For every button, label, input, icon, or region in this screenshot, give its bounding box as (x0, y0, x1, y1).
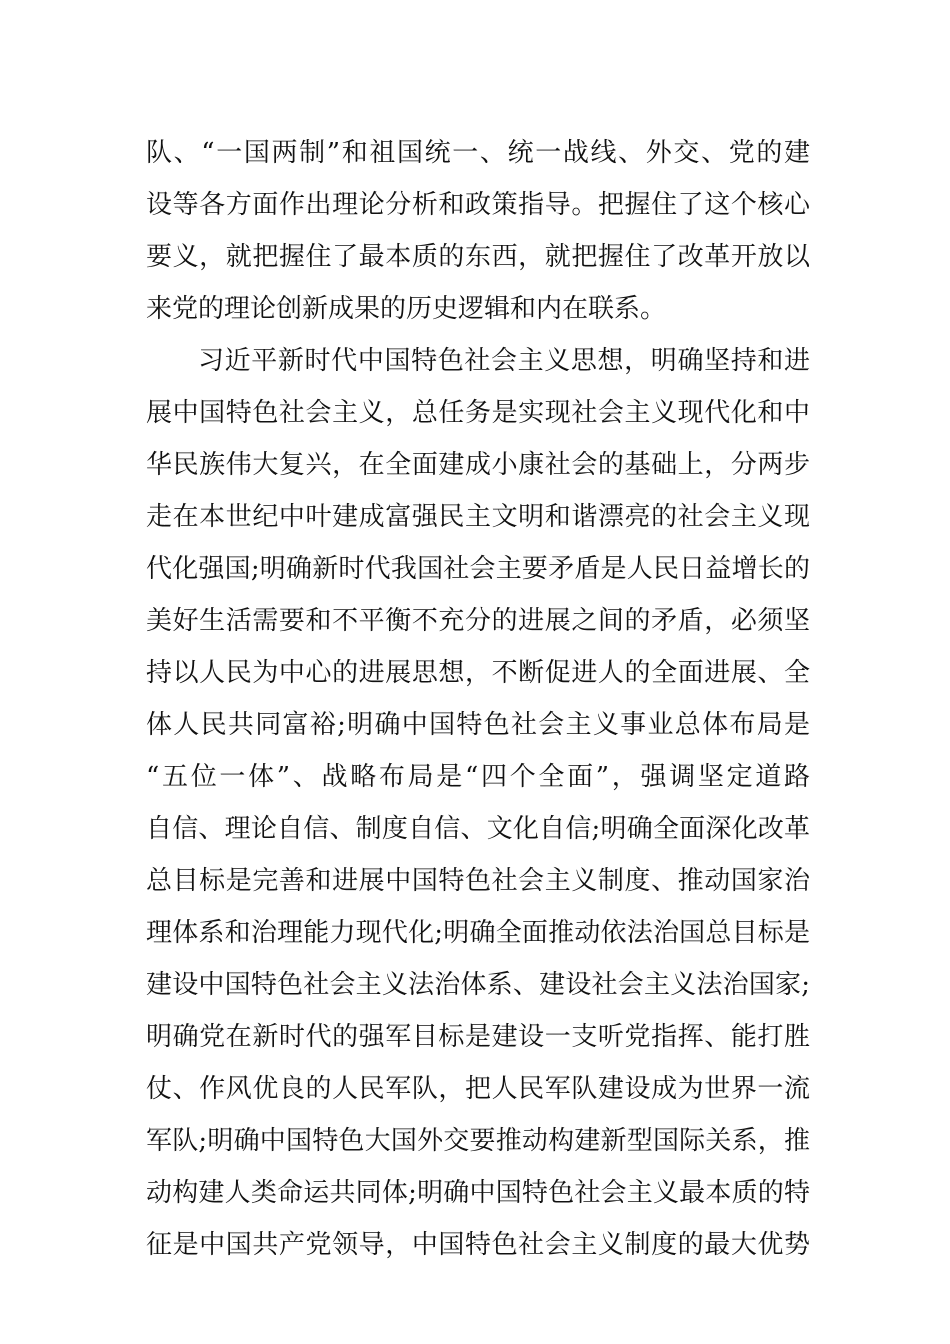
body-text (146, 127, 810, 1271)
text-line: 动构建人类命运共同体;明确中国特色社会主义最本质的特 (146, 1178, 810, 1208)
text-line: 设等各方面作出理论分析和政策指导。把握住了这个核心 (146, 190, 810, 220)
text-line: 建设中国特色社会主义法治体系、建设社会主义法治国家; (146, 970, 810, 1000)
text-line: 代化强国;明确新时代我国社会主要矛盾是人民日益增长的 (146, 554, 810, 584)
text-line: 持以人民为中心的进展思想，不断促进人的全面进展、全 (146, 658, 810, 688)
text-line: 明确党在新时代的强军目标是建设一支听党指挥、能打胜 (146, 1022, 810, 1052)
paragraph-continuation (146, 127, 810, 335)
text-line: 理体系和治理能力现代化;明确全面推动依法治国总目标是 (146, 918, 810, 948)
text-line: 仗、作风优良的人民军队，把人民军队建设成为世界一流 (146, 1074, 810, 1104)
text-line: 体人民共同富裕;明确中国特色社会主义事业总体布局是 (146, 710, 810, 740)
text-line: “五位一体”、战略布局是“四个全面”，强调坚定道路 (146, 762, 810, 792)
text-line: 华民族伟大复兴，在全面建成小康社会的基础上，分两步 (146, 450, 810, 480)
text-line: 队、“一国两制”和祖国统一、统一战线、外交、党的建 (146, 138, 810, 168)
text-line: 征是中国共产党领导，中国特色社会主义制度的最大优势 (146, 1230, 810, 1260)
text-line: 总目标是完善和进展中国特色社会主义制度、推动国家治 (146, 866, 810, 896)
text-line: 展中国特色社会主义，总任务是实现社会主义现代化和中 (146, 398, 810, 428)
text-line: 自信、理论自信、制度自信、文化自信;明确全面深化改革 (146, 814, 810, 844)
text-line: 习近平新时代中国特色社会主义思想，明确坚持和进 (198, 346, 810, 376)
text-line: 来党的理论创新成果的历史逻辑和内在联系。 (146, 294, 667, 324)
text-line: 要义，就把握住了最本质的东西，就把握住了改革开放以 (146, 242, 810, 272)
text-line: 军队;明确中国特色大国外交要推动构建新型国际关系，推 (146, 1126, 810, 1156)
text-line: 走在本世纪中叶建成富强民主文明和谐漂亮的社会主义现 (146, 502, 810, 532)
text-line: 美好生活需要和不平衡不充分的进展之间的矛盾，必须坚 (146, 606, 810, 636)
paragraph-xi-thought (146, 335, 810, 1271)
